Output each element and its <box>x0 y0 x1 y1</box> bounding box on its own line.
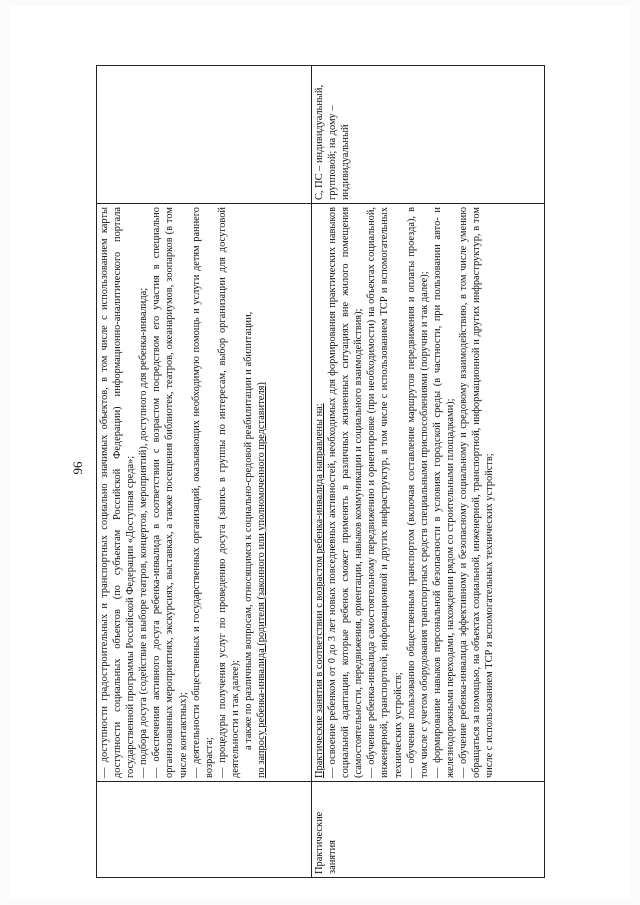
form-cell <box>97 66 312 204</box>
list-item: — деятельности общественных и государственных организаций, оказывающих необходимую помощь и услуги детям раннего возраста; <box>190 207 215 778</box>
description-cell <box>97 204 312 782</box>
table-row <box>312 66 545 878</box>
table-row <box>97 66 312 878</box>
service-form-text: С, ПС – индивидуальный, групповой; на дому – индивидуальный <box>314 84 352 200</box>
section-cell <box>312 782 545 878</box>
list-item: — обеспечения активного досуга ребенка-инвалида в соответствии с возрастом посредством его участия в специально организованных мероприятиях, экскурсиях, выставках, а также посещения библиотек, театров, океанариумов, зоопарков (в том числе контактных); <box>151 207 189 778</box>
rotated-page-content <box>60 48 620 888</box>
list-item: — обучение ребенка-инвалида эффективному и безопасному социальному и средовому взаимодействию, в том числе умению обращаться за помощью, на объектах социальной, инженерной, транспортной, информационной и других инфраструктур, в том числе с использованием ТСР и вспомогательных технических устройств; <box>458 207 496 778</box>
page-number: 96 <box>70 461 85 475</box>
list-item: а также по различным вопросам, относящимся к социально-средовой реабилитации и абилитации, <box>243 311 255 750</box>
description-cell <box>312 204 545 782</box>
list-item: Практические занятия в соответствии с возрастом ребенка-инвалида направлены на: <box>314 403 325 778</box>
list-item: — освоение ребенком от 0 до 3 лет новых повседневных активностей, необходимых для формирования практических навыков социальной адаптации, которые ребенок сможет применять в различных жизненных ситуациях вне жилого помещения (самостоятельности, передвижения, ориентации, навыков коммуникации и социального взаимодействия); <box>327 207 365 778</box>
list-item: — подбора досуга (содействие в выборе театров, концертов, мероприятий), доступного для ребенка-инвалида; <box>138 287 150 778</box>
list-item: — обучение ребенка-инвалида самостоятельному передвижению и ориентировке (при необходимости) на объектах социальной, инженерной, транспортной, информационной и других инфраструктур, в том числе с использованием ТСР и вспомогательных технических устройств; <box>366 207 404 778</box>
form-cell <box>312 66 545 204</box>
list-item: — процедуры получения услуг по проведению досуга (запись в группы по интересам, выбор организации для досуговой деятельности и так далее); <box>216 207 241 778</box>
rehabilitation-services-table <box>96 65 545 878</box>
list-item: — формирование навыков персональной безопасности в условиях городской среды (в частности, при пользовании авто- и железнодорожными переходами, нахождении рядом со строительными площадками); <box>431 207 456 778</box>
section-title: Практические занятия <box>314 811 339 874</box>
section-cell <box>97 782 312 878</box>
list-item: по запросу ребенка-инвалида (родителя (законного или уполномоченного представителя) <box>256 382 268 778</box>
list-item: — доступности градостроительных и транспортных социально значимых объектов, в том числе с использованием карты доступности социальных объектов (по субъектам Российской Федерации) информационно-аналитического портала государственной программы Российской Федерации «Доступная среда»; <box>99 207 137 778</box>
list-item: — обучение пользованию общественным транспортом (включая составление маршрутов передвижения и оплаты проезда), в том числе с учетом оборудования транспортных средств специальными приспособлениями (поручни и так далее); <box>405 207 430 778</box>
